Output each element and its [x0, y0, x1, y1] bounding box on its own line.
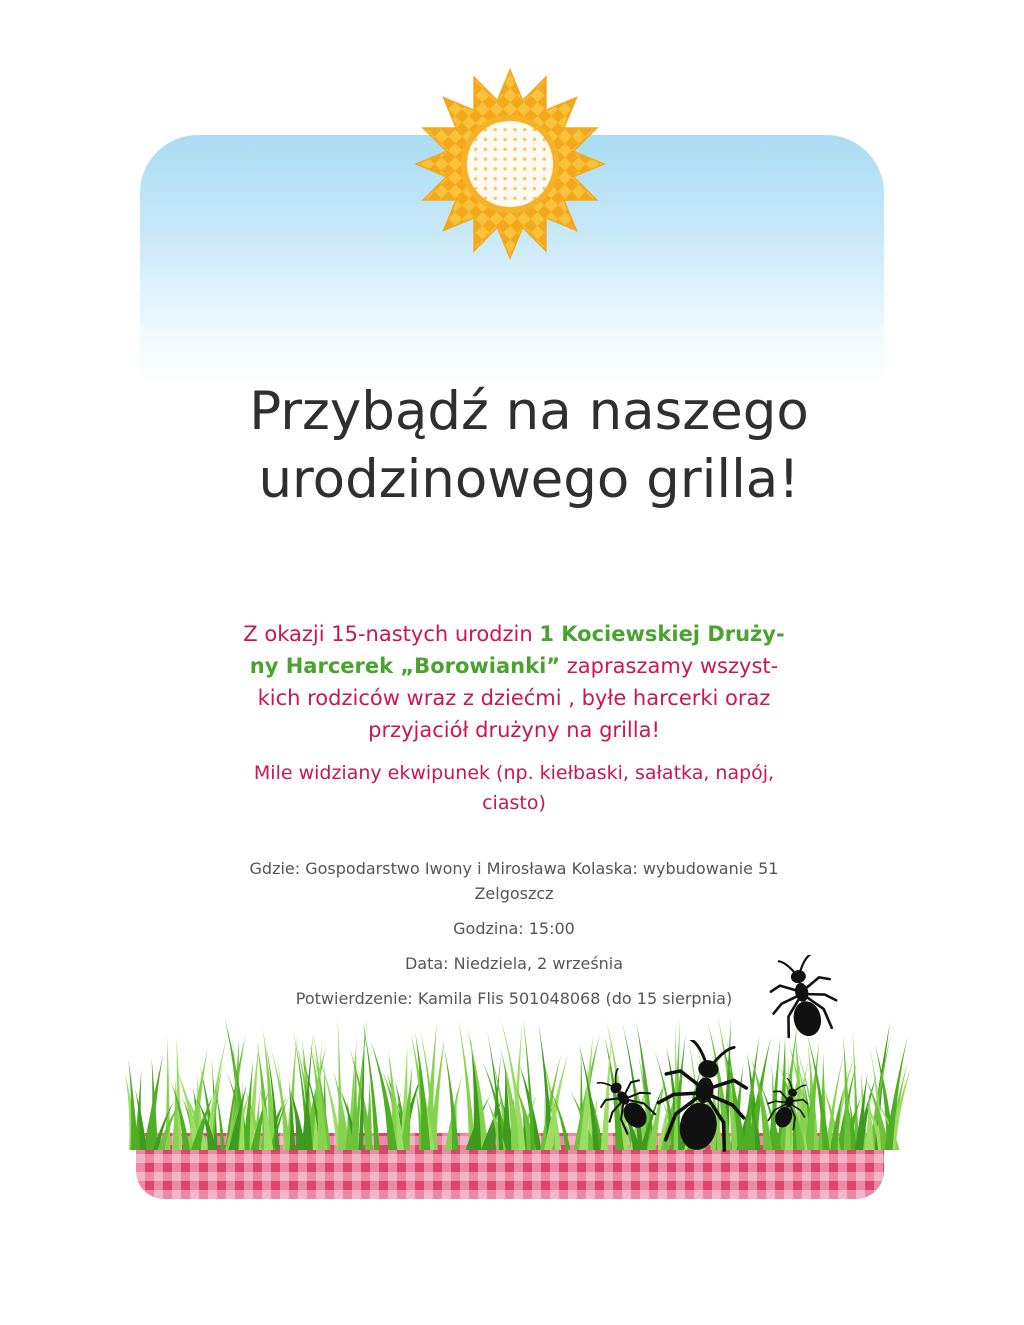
date-line: Data: Niedziela, 2 września — [404, 954, 624, 973]
invitation-body: zapraszamy wszyst-kich rodziców wraz z dziećmi , byłe harcerki oraz przyjaciół drużyny na grilla! — [257, 654, 779, 742]
location-line: Gdzie: Gospodarstwo Iwony i Mirosława Kolaska: wybudowanie 51 Zelgoszcz — [249, 859, 779, 903]
ant-icon — [764, 1078, 810, 1138]
title-line-2: urodzinowego grilla! — [258, 449, 800, 510]
ant-icon — [596, 1068, 660, 1142]
event-details — [222, 856, 806, 1011]
rsvp-line: Potwierdzenie: Kamila Flis 501048068 (do 15 sierpnia) — [295, 989, 733, 1008]
invitation-text — [240, 618, 788, 746]
title-line-1: Przybądź na naszego — [249, 381, 809, 442]
sun-icon — [412, 66, 608, 262]
time-line: Godzina: 15:00 — [453, 919, 575, 938]
ant-icon — [766, 955, 842, 1051]
invitation-intro: Z okazji 15-nastych urodzin — [243, 622, 540, 646]
ant-icon — [650, 1040, 754, 1170]
equipment-note: Mile widziany ekwipunek (np. kiełbaski, sałatka, napój, ciasto) — [253, 762, 775, 814]
troop-name: 1 Kociewskiej Druży-ny Harcerek „Borowianki” — [249, 622, 785, 678]
page-title — [0, 378, 1024, 514]
